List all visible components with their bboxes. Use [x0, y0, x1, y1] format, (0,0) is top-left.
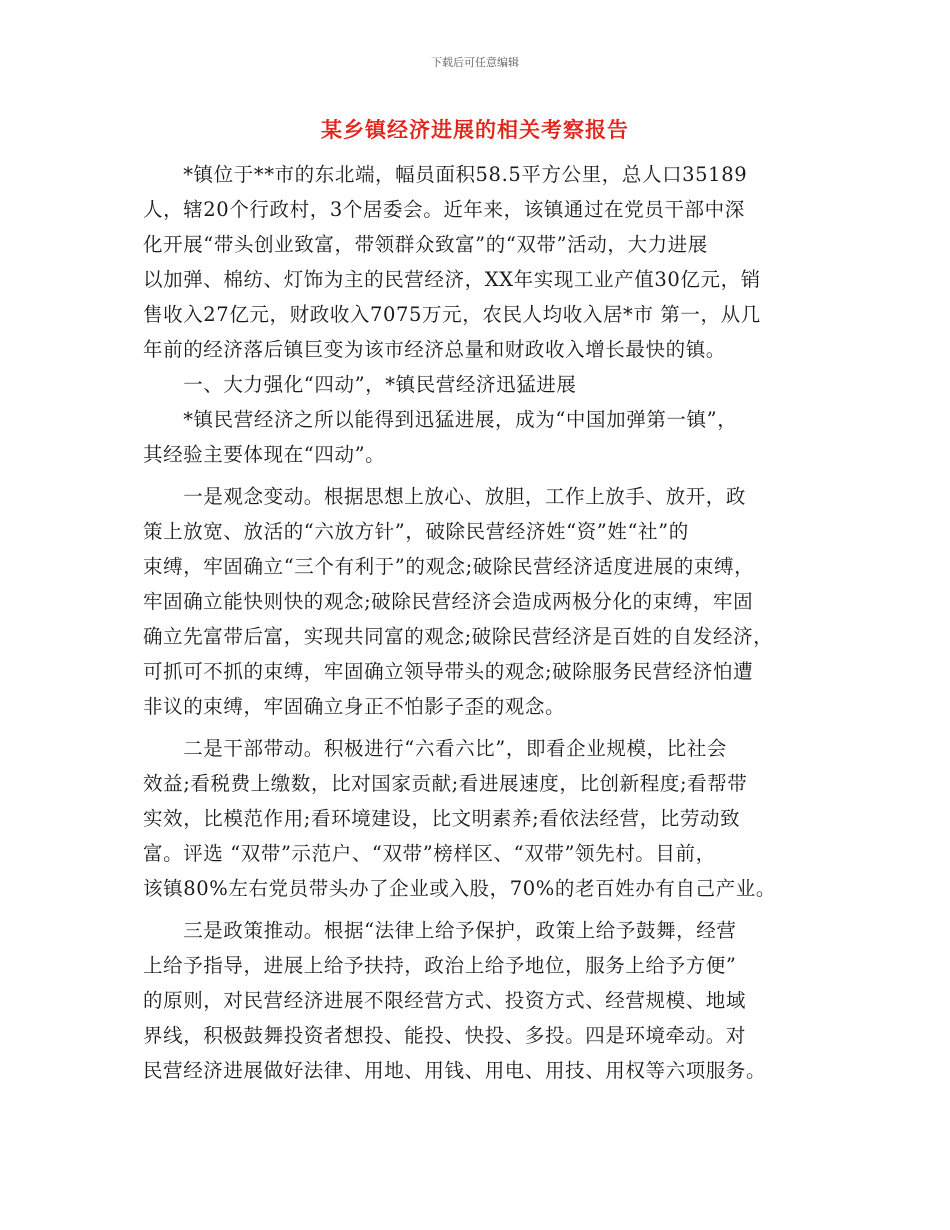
- body-line: 的原则，对民营经济进展不限经营方式、投资方式、经营规模、地域: [143, 989, 747, 1012]
- body-line: 可抓可不抓的束缚，牢固确立领导带头的观念;破除服务民营经济怕遭: [143, 660, 754, 683]
- body-line: 一是观念变动。根据思想上放心、放胆，工作上放手、放开，政: [143, 485, 747, 508]
- body-line: 化开展“带头创业致富，带领群众致富”的“双带”活动，大力进展: [143, 233, 708, 256]
- document-title: 某乡镇经济进展的相关考察报告: [321, 118, 629, 142]
- body-line: 年前的经济落后镇巨变为该市经济总量和财政收入增长最快的镇。: [143, 338, 726, 361]
- body-line: 二是干部带动。积极进行“六看六比”，即看企业规模，比社会: [143, 737, 727, 760]
- body-line: 售收入27亿元，财政收入7075万元，农民人均收入居*市 第一，从几: [143, 303, 761, 326]
- section-heading: 一、大力强化“四动”，*镇民营经济迅猛进展: [143, 373, 577, 396]
- body-line: *镇民营经济之所以能得到迅猛进展，成为“中国加弹第一镇”，: [143, 408, 738, 431]
- body-line: *镇位于**市的东北端，幅员面积58.5平方公里，总人口35189: [143, 163, 748, 186]
- body-line: 效益;看税费上缴数，比对国家贡献;看进展速度，比创新程度;看帮带: [143, 772, 748, 795]
- body-line: 策上放宽、放活的“六放方针”，破除民营经济姓“资”姓“社”的: [143, 520, 689, 543]
- header-note: 下载后可任意编辑: [431, 56, 519, 69]
- document-body: [143, 157, 815, 1088]
- body-line: 束缚，牢固确立“三个有利于”的观念;破除民营经济适度进展的束缚，: [143, 555, 755, 578]
- body-line: 牢固确立能快则快的观念;破除民营经济会造成两极分化的束缚，牢固: [143, 590, 754, 613]
- body-line: 实效，比模范作用;看环境建设，比文明素养;看依法经营，比劳动致: [143, 807, 741, 830]
- body-line: 富。评选 “双带”示范户、“双带”榜样区、“双带”领先村。目前，: [143, 842, 716, 865]
- body-line: 确立先富带后富，实现共同富的观念;破除民营经济是百姓的自发经济，: [143, 625, 774, 648]
- body-line: 以加弹、棉纺、灯饰为主的民营经济，XX年实现工业产值30亿元，销: [143, 268, 761, 291]
- body-line: 该镇80%左右党员带头办了企业或入股，70%的老百姓办有自己产业。: [143, 877, 776, 900]
- body-line: 民营经济进展做好法律、用地、用钱、用电、用技、用权等六项服务。: [143, 1059, 767, 1082]
- body-line: 界线，积极鼓舞投资者想投、能投、快投、多投。四是环境牵动。对: [143, 1024, 747, 1047]
- body-line: 其经验主要体现在“四动”。: [143, 443, 386, 466]
- body-line: 非议的束缚，牢固确立身正不怕影子歪的观念。: [143, 695, 566, 718]
- body-line: 三是政策推动。根据“法律上给予保护，政策上给予鼓舞，经营: [143, 919, 737, 942]
- body-line: 上给予指导，进展上给予扶持，政治上给予地位，服务上给予方便”: [143, 954, 737, 977]
- body-line: 人，辖20个行政村，3个居委会。近年来，该镇通过在党员干部中深: [143, 198, 745, 221]
